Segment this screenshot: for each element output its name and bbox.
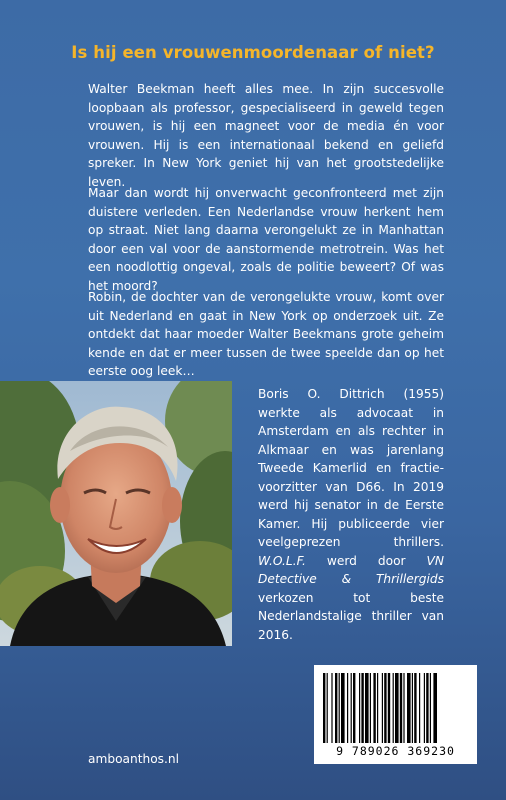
isbn-barcode bbox=[314, 665, 477, 764]
book-title-wolf: W.O.L.F. bbox=[258, 553, 306, 568]
barcode-bar bbox=[331, 673, 332, 743]
barcode-bar bbox=[424, 673, 425, 743]
author-bio-text-1: Boris O. Dittrich (1955) werkte als advocaat in Amsterdam en als rechter in Alkmaar en was jarenlang Tweede Kamerlid en fractievoorzitter van D66. In 2019 werd hij senator in de Eerste Kamer. Hij publiceerde vier veelgeprezen thrillers. bbox=[258, 387, 444, 549]
blurb-paragraph-3: Robin, de dochter van de verongelukte vrouw, komt over uit Nederland en gaat in New York op onderzoek uit. Ze ontdekt dat haar moeder Walter Beekmans grote geheim kende en dat er meer tussen de twee speelde dan op het eerste oog leek… bbox=[88, 290, 444, 378]
barcode-bar bbox=[365, 673, 369, 743]
isbn-number: 9 789026 369230 bbox=[336, 744, 455, 758]
barcode-bar bbox=[433, 673, 437, 743]
barcode-bar bbox=[351, 673, 352, 743]
barcode-bar bbox=[341, 673, 345, 743]
barcode-bar bbox=[419, 673, 420, 743]
barcode-bar bbox=[353, 673, 355, 743]
barcode-bar bbox=[430, 673, 431, 743]
barcode-bar bbox=[373, 673, 375, 743]
magazine-name: VN Detective & Thrillergids bbox=[258, 553, 444, 586]
barcode-bar bbox=[335, 673, 337, 743]
blurb-paragraph-2: Maar dan wordt hij onverwacht geconfronteerd met zijn duistere verleden. Een Nederlandse vrouw herkent hem op straat. Niet lang daarna verongelukt ze in Manhattan door een val voor de aanstormende metrotrein. Was het een noodlottig ongeval, zoals de politie beweert? Of was het moord? bbox=[88, 186, 444, 293]
barcode-bar bbox=[393, 673, 394, 743]
barcode-bar bbox=[384, 673, 386, 743]
barcode-bars bbox=[321, 673, 470, 743]
barcode-bar bbox=[407, 673, 411, 743]
barcode-bar bbox=[377, 673, 378, 743]
barcode-bar bbox=[414, 673, 416, 743]
barcode-bar bbox=[382, 673, 383, 743]
barcode-bar bbox=[370, 673, 371, 743]
barcode-bar bbox=[426, 673, 428, 743]
barcode-bar bbox=[339, 673, 340, 743]
blurb-paragraph-1: Walter Beekman heeft alles mee. In zijn succesvolle loopbaan als professor, gespecialiseerd in geweld tegen vrouwen, is hij een magneet voor de media én voor vrouwen. Hij is een internationaal bekend en geliefd spreker. In New York geniet hij van het grootstedelijke leven. bbox=[88, 82, 444, 189]
author-photo bbox=[0, 381, 232, 646]
barcode-bar bbox=[400, 673, 402, 743]
barcode-bar bbox=[347, 673, 348, 743]
barcode-bar bbox=[327, 673, 328, 743]
back-cover-headline: Is hij een vrouwenmoordenaar of niet? bbox=[71, 43, 435, 62]
barcode-bar bbox=[412, 673, 413, 743]
barcode-bar bbox=[395, 673, 399, 743]
publisher-website: amboanthos.nl bbox=[88, 752, 180, 766]
author-bio bbox=[258, 385, 444, 644]
barcode-bar bbox=[323, 673, 325, 743]
barcode-bar bbox=[361, 673, 363, 743]
author-bio-text-2: werd door bbox=[305, 553, 427, 568]
barcode-bar bbox=[388, 673, 390, 743]
barcode-bar bbox=[403, 673, 404, 743]
barcode-bar bbox=[359, 673, 360, 743]
author-bio-text-3: verkozen tot beste Nederlandstalige thriller van 2016. bbox=[258, 590, 444, 642]
